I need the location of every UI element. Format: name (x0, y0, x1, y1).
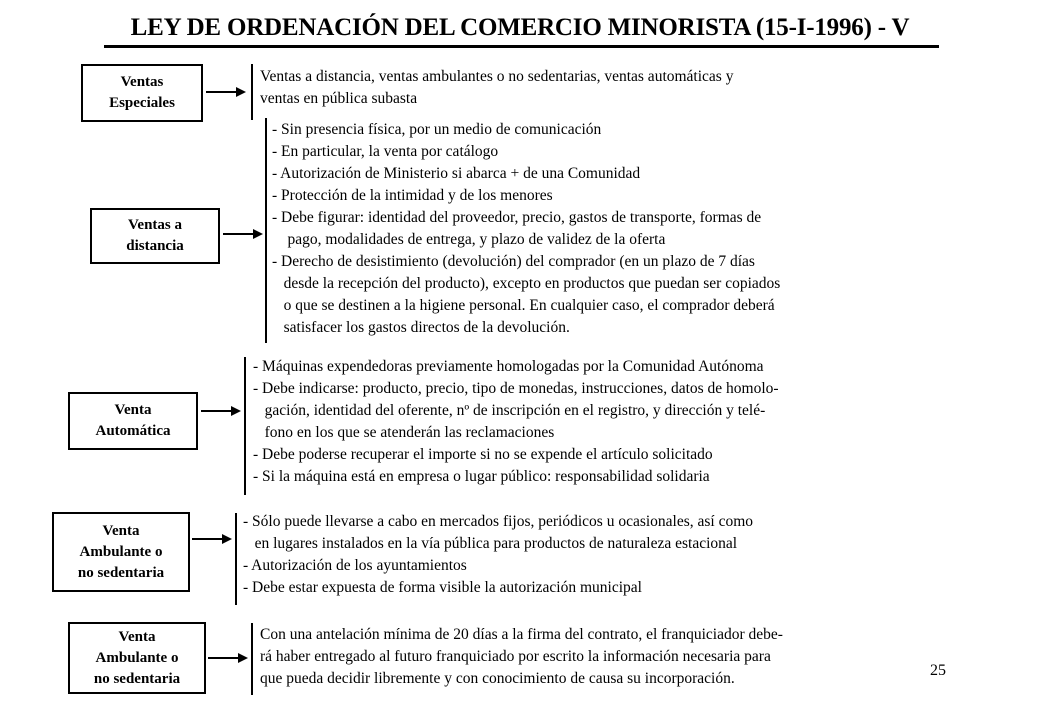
section-label-venta-ambulante-2 (68, 622, 206, 694)
arrow-right-icon (201, 403, 241, 419)
arrow-right-icon (208, 650, 248, 666)
section-label-ventas-especiales (81, 64, 203, 122)
arrow-right-icon (206, 84, 246, 100)
bracket-line (251, 64, 253, 120)
text-line: - Debe figurar: identidad del proveedor, precio, gastos de transporte, formas de (272, 209, 762, 226)
text-line: - Debe estar expuesta de forma visible la autorización municipal (243, 579, 642, 596)
bracket-line (244, 357, 246, 495)
section-description (260, 66, 733, 110)
section-label-ventas-a-distancia (90, 208, 220, 264)
section-label-venta-ambulante (52, 512, 190, 592)
page-number: 25 (930, 662, 946, 679)
text-line: - En particular, la venta por catálogo (272, 143, 499, 160)
section-description (253, 356, 779, 488)
section-label-text: Ventas a distancia (126, 217, 184, 254)
text-line: - Sin presencia física, por un medio de comunicación (272, 121, 602, 138)
section-label-text: Venta Automática (95, 402, 171, 439)
text-line: o que se destinen a la higiene personal. En cualquier caso, el comprador deberá (272, 297, 775, 314)
section-description (260, 624, 783, 690)
section-label-text: Venta Ambulante o no sedentaria (77, 522, 165, 581)
text-line: pago, modalidades de entrega, y plazo de validez de la oferta (272, 231, 666, 248)
text-line: - Protección de la intimidad y de los menores (272, 187, 553, 204)
section-label-text: Ventas Especiales (109, 74, 175, 111)
section-description (272, 119, 780, 339)
text-line: - Autorización de los ayuntamientos (243, 557, 467, 574)
text-line: gación, identidad del oferente, nº de inscripción en el registro, y dirección y telé- (253, 402, 766, 419)
section-label-venta-automatica (68, 392, 198, 450)
section-label-text: Venta Ambulante o no sedentaria (93, 628, 181, 687)
bracket-line (265, 118, 267, 343)
text-line: fono en los que se atenderán las reclamaciones (253, 424, 555, 441)
text-line: - Sólo puede llevarse a cabo en mercados fijos, periódicos u ocasionales, así como (243, 513, 754, 530)
text-line: en lugares instalados en la vía pública para productos de naturaleza estacional (243, 535, 738, 552)
text-line: - Autorización de Ministerio si abarca + de una Comunidad (272, 165, 641, 182)
arrow-right-icon (223, 226, 263, 242)
bracket-line (251, 623, 253, 695)
text-line: satisfacer los gastos directos de la devolución. (272, 319, 570, 336)
text-line: - Debe poderse recuperar el importe si no se expende el artículo solicitado (253, 446, 713, 463)
text-line: - Debe indicarse: producto, precio, tipo de monedas, instrucciones, datos de homolo- (253, 380, 779, 397)
text-line: - Derecho de desistimiento (devolución) del comprador (en un plazo de 7 días (272, 253, 755, 270)
page-title: LEY DE ORDENACIÓN DEL COMERCIO MINORISTA (15-I-1996) - V (130, 14, 910, 41)
text-line: - Máquinas expendedoras previamente homologadas por la Comunidad Autónoma (253, 358, 764, 375)
text-line: rá haber entregado al futuro franquiciado por escrito la información necesaria para (260, 648, 771, 665)
arrow-right-icon (192, 531, 232, 547)
title-underline (104, 45, 939, 48)
bracket-line (235, 513, 237, 605)
text-line: ventas en pública subasta (260, 90, 418, 107)
text-line: Ventas a distancia, ventas ambulantes o no sedentarias, ventas automáticas y (260, 68, 734, 85)
text-line: desde la recepción del producto), excepto en productos que puedan ser copiados (272, 275, 781, 292)
section-description (243, 511, 753, 599)
text-line: que pueda decidir libremente y con conocimiento de causa su incorporación. (260, 670, 735, 687)
text-line: Con una antelación mínima de 20 días a la firma del contrato, el franquiciador debe- (260, 626, 783, 643)
text-line: - Si la máquina está en empresa o lugar público: responsabilidad solidaria (253, 468, 710, 485)
